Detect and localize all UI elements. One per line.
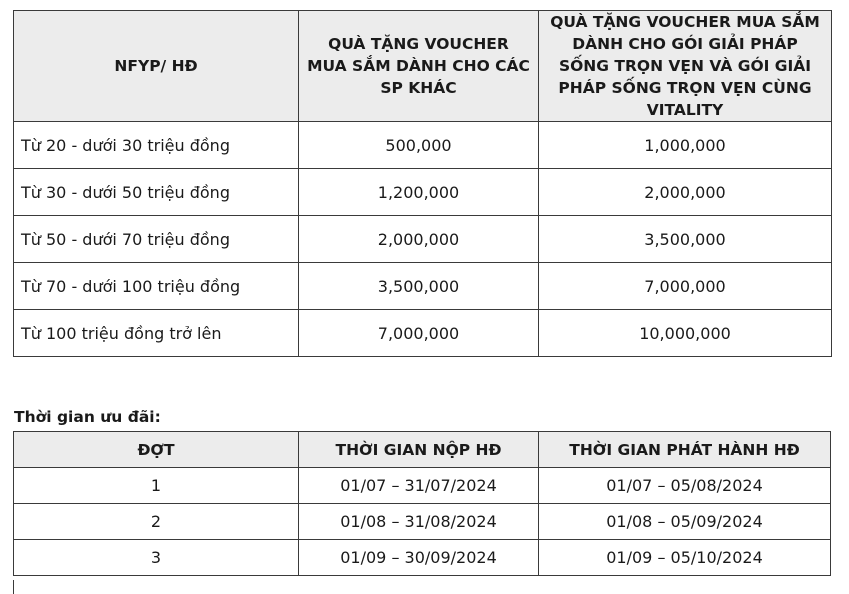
table-row bbox=[14, 468, 831, 504]
tier-range: Từ 70 - dưới 100 triệu đồng bbox=[14, 263, 299, 310]
issuance-period: 01/08 – 05/09/2024 bbox=[539, 504, 831, 540]
table-header-row bbox=[14, 11, 832, 122]
header-voucher-full-life-package: QUÀ TẶNG VOUCHER MUA SẮM DÀNH CHO GÓI GIẢI PHÁP SỐNG TRỌN VẸN VÀ GÓI GIẢI PHÁP SỐNG TRỌN VẸN CÙNG VITALITY bbox=[539, 11, 832, 122]
tier-range: Từ 20 - dưới 30 triệu đồng bbox=[14, 122, 299, 169]
table-row bbox=[14, 504, 831, 540]
round-number: 1 bbox=[14, 468, 299, 504]
voucher-package-value: 7,000,000 bbox=[539, 263, 832, 310]
header-issuance-period: THỜI GIAN PHÁT HÀNH HĐ bbox=[539, 432, 831, 468]
header-round: ĐỢT bbox=[14, 432, 299, 468]
tier-range: Từ 100 triệu đồng trở lên bbox=[14, 310, 299, 357]
submission-period: 01/09 – 30/09/2024 bbox=[299, 540, 539, 576]
round-number: 3 bbox=[14, 540, 299, 576]
round-number: 2 bbox=[14, 504, 299, 540]
table-row bbox=[14, 169, 832, 216]
voucher-other-value: 1,200,000 bbox=[299, 169, 539, 216]
voucher-other-value: 3,500,000 bbox=[299, 263, 539, 310]
table-row bbox=[14, 310, 832, 357]
submission-period: 01/07 – 31/07/2024 bbox=[299, 468, 539, 504]
issuance-period: 01/07 – 05/08/2024 bbox=[539, 468, 831, 504]
border-fragment bbox=[13, 580, 14, 594]
voucher-reward-table bbox=[13, 10, 832, 357]
tier-range: Từ 30 - dưới 50 triệu đồng bbox=[14, 169, 299, 216]
voucher-package-value: 2,000,000 bbox=[539, 169, 832, 216]
schedule-table bbox=[13, 431, 831, 576]
header-nfyp: NFYP/ HĐ bbox=[14, 11, 299, 122]
issuance-period: 01/09 – 05/10/2024 bbox=[539, 540, 831, 576]
header-submission-period: THỜI GIAN NỘP HĐ bbox=[299, 432, 539, 468]
voucher-package-value: 1,000,000 bbox=[539, 122, 832, 169]
table-row bbox=[14, 216, 832, 263]
tier-range: Từ 50 - dưới 70 triệu đồng bbox=[14, 216, 299, 263]
submission-period: 01/08 – 31/08/2024 bbox=[299, 504, 539, 540]
voucher-package-value: 10,000,000 bbox=[539, 310, 832, 357]
voucher-other-value: 7,000,000 bbox=[299, 310, 539, 357]
table-row bbox=[14, 263, 832, 310]
table-row bbox=[14, 540, 831, 576]
header-voucher-other-products: QUÀ TẶNG VOUCHER MUA SẮM DÀNH CHO CÁC SP KHÁC bbox=[299, 11, 539, 122]
voucher-package-value: 3,500,000 bbox=[539, 216, 832, 263]
voucher-other-value: 500,000 bbox=[299, 122, 539, 169]
voucher-other-value: 2,000,000 bbox=[299, 216, 539, 263]
table-header-row bbox=[14, 432, 831, 468]
schedule-section-title: Thời gian ưu đãi: bbox=[14, 408, 161, 426]
table-row bbox=[14, 122, 832, 169]
